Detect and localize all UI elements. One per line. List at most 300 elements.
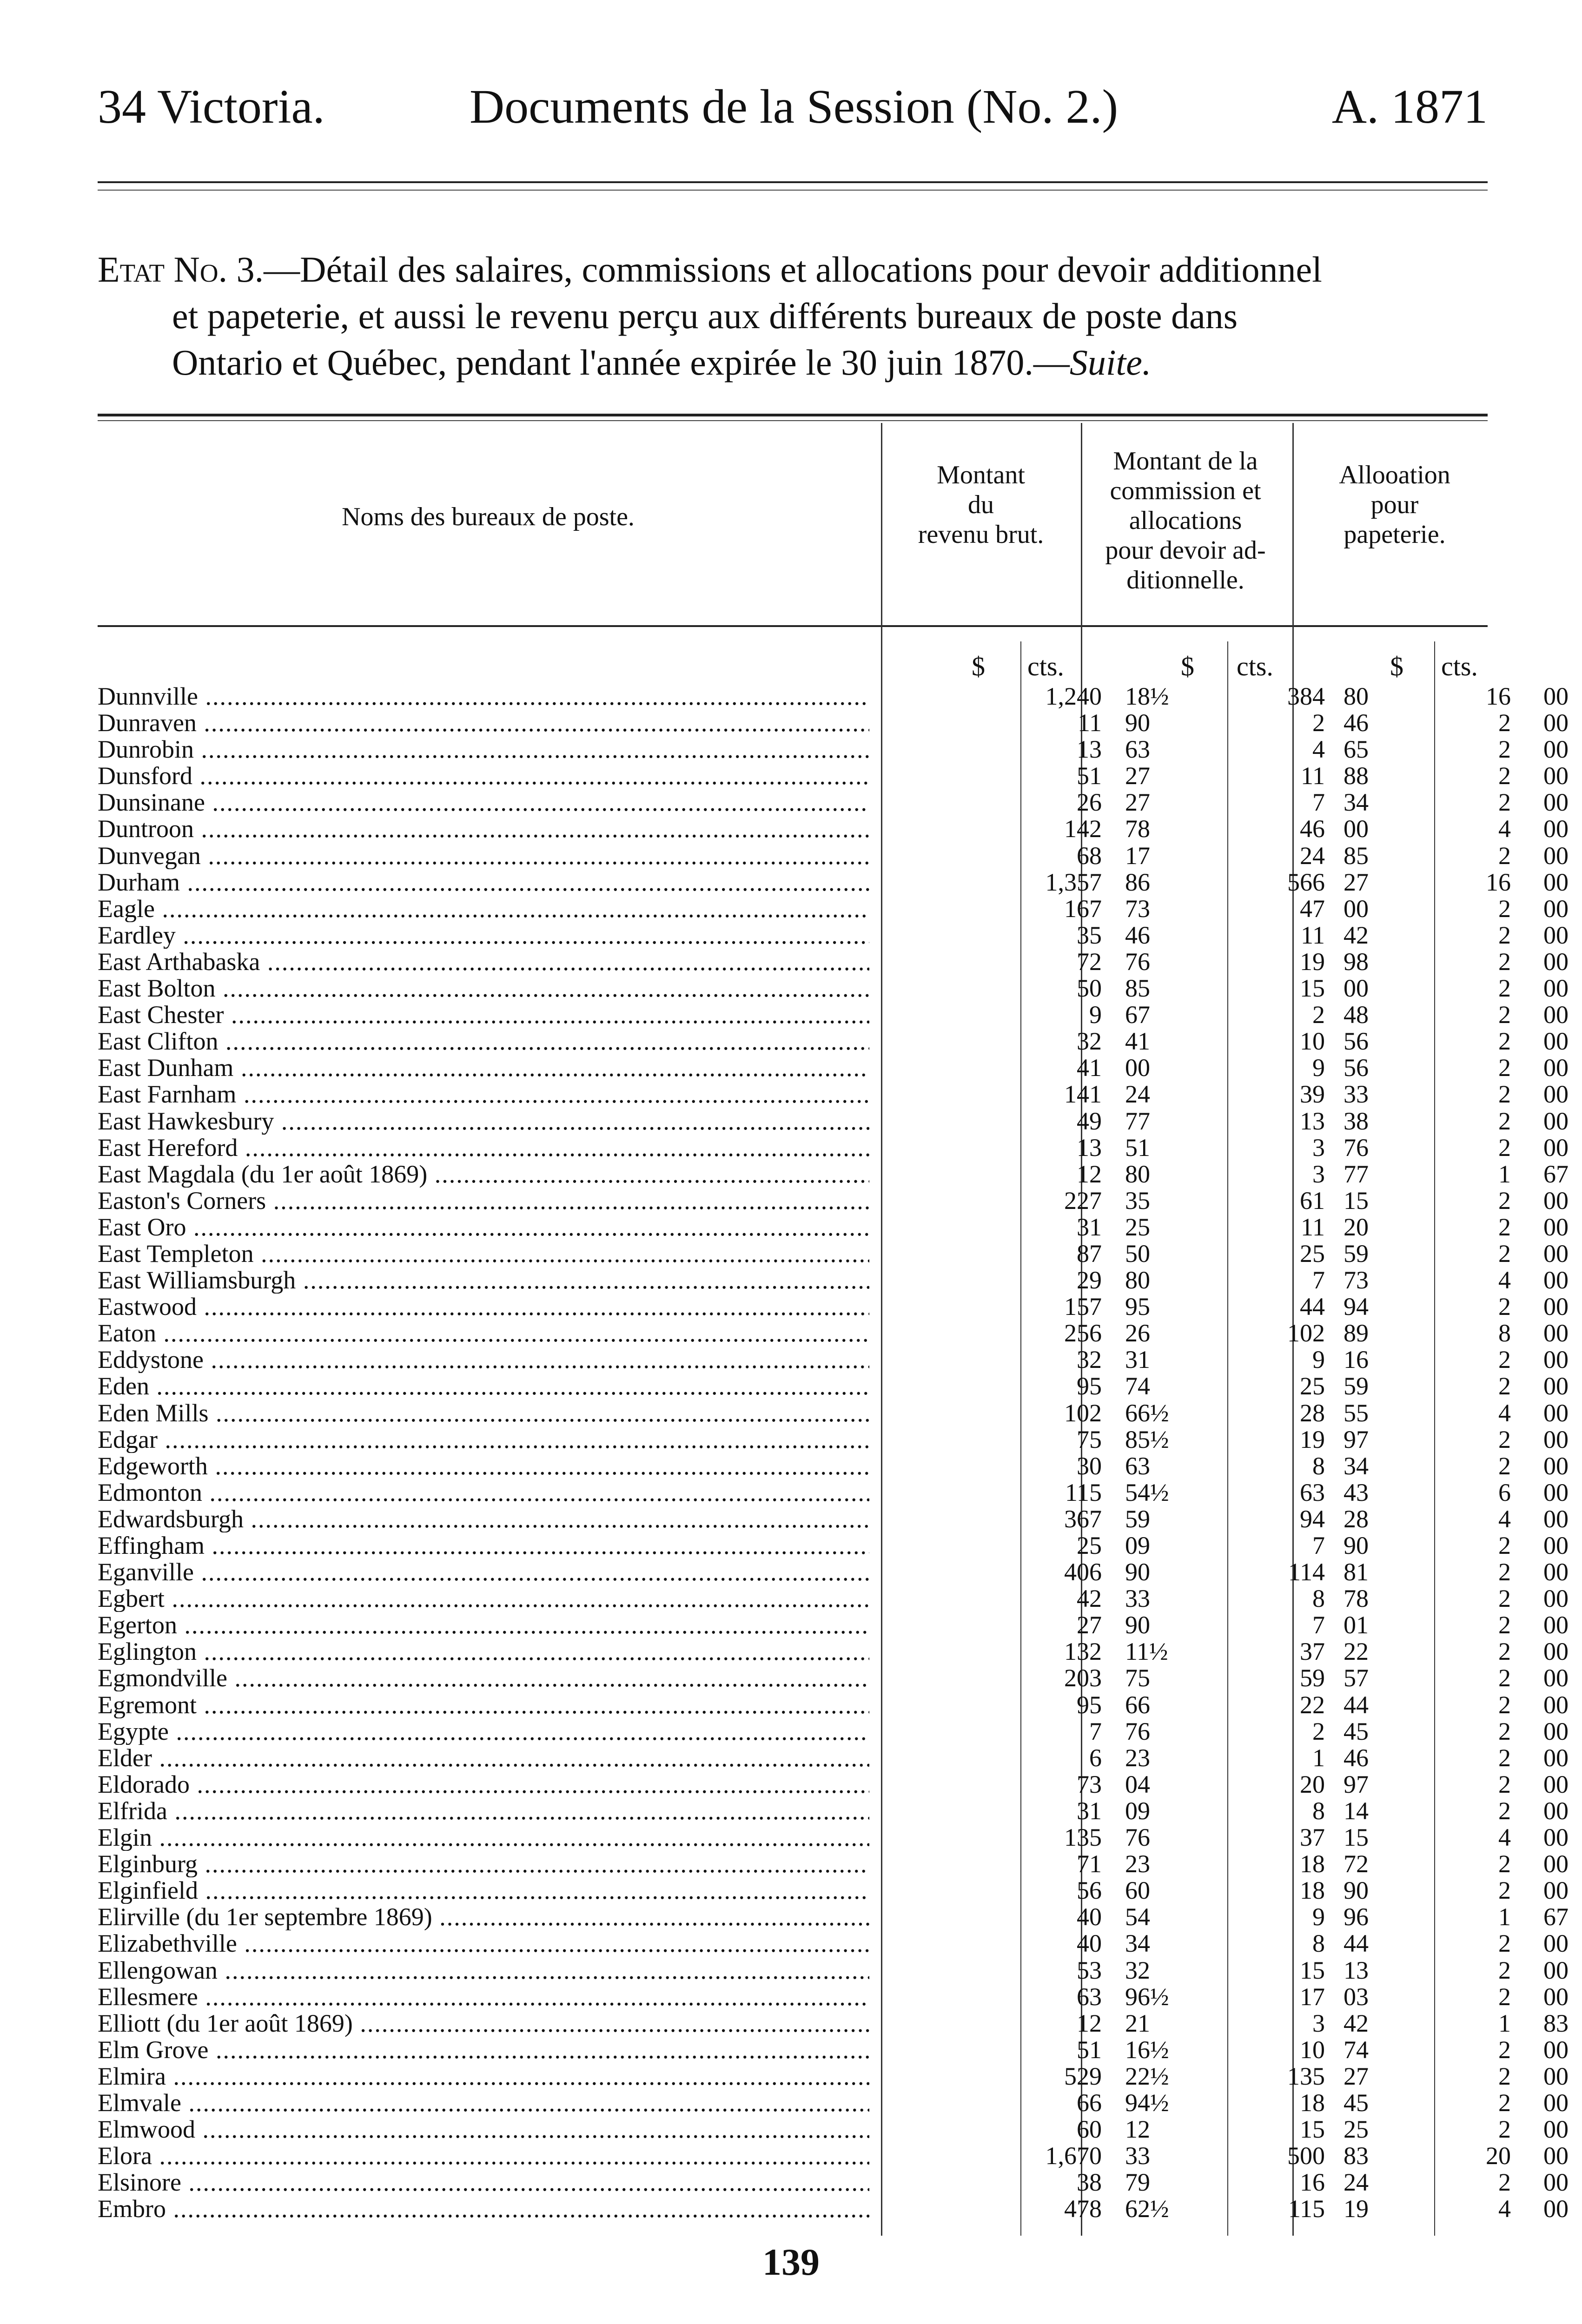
stationery-cents: 00: [1543, 1399, 1569, 1427]
table-row: [98, 1001, 1569, 1029]
header-rule: [98, 181, 1488, 183]
table-row: [98, 1266, 1569, 1294]
commission-cents: 89: [1344, 1319, 1369, 1347]
stationery-dollars: 1: [1498, 1903, 1511, 1931]
stationery-dollars: 2: [1498, 1293, 1511, 1321]
table-row: [98, 2195, 1569, 2223]
revenue-cents: 85½: [1125, 1425, 1169, 1453]
table-row: [98, 1611, 1569, 1639]
office-name: Dunraven .....: [98, 710, 869, 736]
office-name: East Bolton .....: [98, 975, 869, 1002]
commission-dollars: 25: [1300, 1372, 1325, 1400]
revenue-dollars: 256: [1064, 1319, 1102, 1347]
revenue-cents: 46: [1125, 921, 1150, 949]
revenue-dollars: 167: [1064, 894, 1102, 923]
table-row: [98, 1213, 1569, 1241]
stationery-dollars: 2: [1498, 974, 1511, 1003]
page-header: [98, 79, 1488, 153]
column-header-commission: [1083, 446, 1288, 595]
revenue-dollars: 71: [1077, 1850, 1102, 1878]
revenue-dollars: 31: [1077, 1213, 1102, 1241]
stationery-dollars: 2: [1498, 1080, 1511, 1109]
stationery-cents: 00: [1543, 2062, 1569, 2090]
stationery-dollar-unit: $: [1390, 651, 1403, 681]
revenue-dollars: 40: [1077, 1903, 1102, 1931]
revenue-dollars: 157: [1064, 1293, 1102, 1321]
commission-cents: 48: [1344, 1001, 1369, 1029]
table-row: [98, 2088, 1569, 2117]
table-row: [98, 1186, 1569, 1215]
stationery-cents: 00: [1543, 1319, 1569, 1347]
office-name: Edgar .....: [98, 1426, 869, 1453]
stationery-cents: 00: [1543, 1478, 1569, 1506]
revenue-cents: 25: [1125, 1213, 1150, 1241]
stationery-dollars: 1: [1498, 1160, 1511, 1188]
office-name: East Templeton .....: [98, 1241, 869, 1267]
commission-cents: 80: [1344, 682, 1369, 710]
stationery-dollars: 2: [1498, 1770, 1511, 1798]
stationery-dollars: 4: [1498, 1399, 1511, 1427]
office-name: East Magdala (du 1er août 1869) .....: [98, 1161, 869, 1188]
stationery-cents: 00: [1543, 1372, 1569, 1400]
stationery-cents: 00: [1543, 1532, 1569, 1559]
commission-dollars: 28: [1300, 1399, 1325, 1427]
stationery-cents: 00: [1543, 1186, 1569, 1215]
revenue-dollars: 72: [1077, 947, 1102, 976]
commission-dollars: 37: [1300, 1823, 1325, 1852]
table-row: [98, 682, 1569, 710]
table-row: [98, 1690, 1569, 1719]
revenue-dollars: 9: [1089, 1001, 1102, 1029]
commission-cents: 76: [1344, 1133, 1369, 1162]
office-name: East Dunham .....: [98, 1055, 869, 1081]
stationery-dollars: 2: [1498, 1346, 1511, 1374]
office-name: Eganville .....: [98, 1559, 869, 1585]
stationery-cents: 00: [1543, 1213, 1569, 1241]
revenue-dollars: 115: [1065, 1478, 1102, 1506]
title-line-1: —Détail des salaires, commissions et allocations pour devoir additionnel: [264, 249, 1322, 290]
revenue-dollars: 40: [1077, 1929, 1102, 1958]
stationery-dollars: 2: [1498, 1876, 1511, 1905]
stationery-header-line: Allooation: [1339, 461, 1450, 489]
office-name: Embro .....: [98, 2196, 869, 2222]
revenue-cents: 50: [1125, 1239, 1150, 1268]
commission-dollars: 18: [1300, 2088, 1325, 2117]
header-year: A. 1871: [1331, 80, 1488, 133]
revenue-cents: 33: [1125, 2142, 1150, 2170]
commission-dollars: 44: [1300, 1293, 1325, 1321]
commission-cents: 45: [1344, 1717, 1369, 1745]
stationery-dollars: 2: [1498, 709, 1511, 737]
revenue-dollars: 142: [1064, 815, 1102, 843]
stationery-cents: 00: [1543, 2195, 1569, 2223]
revenue-cents: 75: [1125, 1664, 1150, 1692]
revenue-cents: 04: [1125, 1770, 1150, 1798]
commission-cents: 94: [1344, 1293, 1369, 1321]
commission-header-line: commission et: [1110, 476, 1261, 505]
commission-cents: 43: [1344, 1478, 1369, 1506]
stationery-dollars: 2: [1498, 1690, 1511, 1719]
stationery-header-line: papeterie.: [1344, 520, 1446, 549]
stationery-dollars: 2: [1498, 1796, 1511, 1825]
title-line-3: Ontario et Québec, pendant l'année expirée le 30 juin 1870.—: [172, 342, 1070, 383]
revenue-dollars: 1,357: [1045, 868, 1102, 896]
stationery-dollars: 2: [1498, 841, 1511, 870]
commission-dollars: 500: [1287, 2142, 1325, 2170]
revenue-cents: 67: [1125, 1001, 1150, 1029]
revenue-cents: 95: [1125, 1293, 1150, 1321]
stationery-dollars: 2: [1498, 1558, 1511, 1586]
stationery-dollars: 2: [1498, 2035, 1511, 2064]
office-name: Eddystone .....: [98, 1347, 869, 1373]
stationery-cents: 00: [1543, 1929, 1569, 1958]
stationery-cents: 00: [1543, 1743, 1569, 1772]
revenue-cents: 23: [1125, 1743, 1150, 1772]
revenue-cents: 51: [1125, 1133, 1150, 1162]
office-name: Egypte .....: [98, 1718, 869, 1745]
commission-cents: 85: [1344, 841, 1369, 870]
stationery-dollars: 2: [1498, 762, 1511, 790]
stationery-dollars: 2: [1498, 1001, 1511, 1029]
office-name: Elm Grove .....: [98, 2037, 869, 2063]
stationery-cents: 00: [1543, 1452, 1569, 1480]
commission-dollars: 2: [1312, 1001, 1325, 1029]
stationery-cents: 00: [1543, 1664, 1569, 1692]
revenue-cents: 76: [1125, 1717, 1150, 1745]
stationery-dollars: 2: [1498, 1611, 1511, 1639]
commission-cents: 01: [1344, 1611, 1369, 1639]
revenue-cents: 31: [1125, 1346, 1150, 1374]
stationery-dollars: 2: [1498, 1664, 1511, 1692]
stationery-cents: 67: [1543, 1160, 1569, 1188]
stationery-dollars: 2: [1498, 1717, 1511, 1745]
table-row: [98, 2009, 1569, 2037]
commission-dollars: 18: [1300, 1850, 1325, 1878]
header-document-title: Documents de la Session (No. 2.): [470, 80, 1119, 133]
stationery-dollars: 2: [1498, 1213, 1511, 1241]
commission-cents: 42: [1344, 921, 1369, 949]
revenue-dollars: 68: [1077, 841, 1102, 870]
office-name: Elginburg .....: [98, 1851, 869, 1877]
stationery-dollars: 2: [1498, 1929, 1511, 1958]
revenue-dollars: 49: [1077, 1107, 1102, 1135]
commission-cents: 72: [1344, 1850, 1369, 1878]
commission-dollars: 47: [1300, 894, 1325, 923]
commission-dollars: 63: [1300, 1478, 1325, 1506]
revenue-cents: 77: [1125, 1107, 1150, 1135]
commission-header-line: ditionnelle.: [1126, 566, 1244, 594]
commission-dollars: 61: [1300, 1186, 1325, 1215]
office-name: Dunnville .....: [98, 683, 869, 710]
table-row: [98, 1850, 1569, 1878]
commission-cents: 15: [1344, 1823, 1369, 1852]
page-number: 139: [762, 2241, 820, 2283]
table-top-rule-thin: [98, 420, 1488, 421]
header-session-year: 34 Victoria.: [98, 80, 325, 133]
state-label: Etat No. 3.: [98, 249, 264, 290]
commission-dollars: 10: [1300, 2035, 1325, 2064]
table-row: [98, 1319, 1569, 1347]
table-row: [98, 1532, 1569, 1559]
revenue-cents: 80: [1125, 1160, 1150, 1188]
commission-cents: 65: [1344, 735, 1369, 764]
commission-dollars: 25: [1300, 1239, 1325, 1268]
stationery-dollars: 2: [1498, 2168, 1511, 2197]
office-name: Durham .....: [98, 869, 869, 896]
stationery-dollars: 2: [1498, 947, 1511, 976]
table-row: [98, 1903, 1569, 1931]
table-row: [98, 709, 1569, 737]
office-name: Eastwood .....: [98, 1294, 869, 1320]
stationery-cents: 00: [1543, 1876, 1569, 1905]
table-row: [98, 815, 1569, 843]
commission-cents: 20: [1344, 1213, 1369, 1241]
revenue-dollars: 87: [1077, 1239, 1102, 1268]
stationery-cents: 00: [1543, 1770, 1569, 1798]
revenue-cents: 85: [1125, 974, 1150, 1003]
stationery-cents: 00: [1543, 1505, 1569, 1533]
commission-dollars: 19: [1300, 1425, 1325, 1453]
office-name: Easton's Corners .....: [98, 1188, 869, 1214]
table-title: [98, 246, 1488, 386]
revenue-cents: 59: [1125, 1505, 1150, 1533]
table-row: [98, 1027, 1569, 1056]
table-row: [98, 841, 1569, 870]
stationery-cents: 00: [1543, 1585, 1569, 1613]
revenue-dollars: 32: [1077, 1027, 1102, 1056]
commission-dollars: 2: [1312, 1717, 1325, 1745]
office-name: East Clifton .....: [98, 1028, 869, 1055]
revenue-cents: 62½: [1125, 2195, 1169, 2223]
revenue-dollars: 75: [1077, 1425, 1102, 1453]
office-name: Elfrida .....: [98, 1798, 869, 1824]
commission-dollars: 7: [1312, 1611, 1325, 1639]
table-row: [98, 1664, 1569, 1692]
commission-cents: 22: [1344, 1637, 1369, 1666]
stationery-dollars: 2: [1498, 1107, 1511, 1135]
commission-dollars: 114: [1288, 1558, 1325, 1586]
revenue-cents: 35: [1125, 1186, 1150, 1215]
revenue-dollars: 30: [1077, 1452, 1102, 1480]
commission-cents: 57: [1344, 1664, 1369, 1692]
stationery-cents: 00: [1543, 1293, 1569, 1321]
revenue-dollars: 478: [1064, 2195, 1102, 2223]
table-row: [98, 762, 1569, 790]
column-header-name: Noms des bureaux de poste.: [342, 502, 635, 531]
commission-dollars: 16: [1300, 2168, 1325, 2197]
stationery-cents: 00: [1543, 868, 1569, 896]
stationery-dollars: 4: [1498, 2195, 1511, 2223]
stationery-cents: 00: [1543, 1956, 1569, 1984]
stationery-cents: 00: [1543, 2168, 1569, 2197]
stationery-cents: 00: [1543, 762, 1569, 790]
commission-dollars: 115: [1288, 2195, 1325, 2223]
table-row: [98, 974, 1569, 1003]
commission-cents: 73: [1344, 1266, 1369, 1294]
revenue-dollars: 31: [1077, 1796, 1102, 1825]
office-name: Egmondville .....: [98, 1665, 869, 1691]
commission-dollars: 9: [1312, 1346, 1325, 1374]
revenue-cents: 66½: [1125, 1399, 1169, 1427]
commission-cents-unit: cts.: [1237, 651, 1273, 681]
table-row: [98, 2062, 1569, 2090]
revenue-dollars: 32: [1077, 1346, 1102, 1374]
stationery-cents-unit: cts.: [1441, 651, 1478, 681]
column-header-rule: [98, 625, 1488, 627]
commission-dollars: 8: [1312, 1929, 1325, 1958]
office-name: Dunvegan .....: [98, 843, 869, 869]
commission-cents: 16: [1344, 1346, 1369, 1374]
commission-cents: 00: [1344, 974, 1369, 1003]
stationery-header-line: pour: [1370, 490, 1419, 519]
commission-dollar-unit: $: [1181, 651, 1194, 681]
revenue-dollars: 12: [1077, 2009, 1102, 2037]
stationery-dollars: 4: [1498, 1823, 1511, 1852]
stationery-dollars: 2: [1498, 1239, 1511, 1268]
stationery-cents: 00: [1543, 1239, 1569, 1268]
office-name: Elgin .....: [98, 1824, 869, 1851]
revenue-cents: 11½: [1125, 1637, 1168, 1666]
stationery-cents: 00: [1543, 1611, 1569, 1639]
stationery-dollars: 4: [1498, 815, 1511, 843]
commission-dollars: 11: [1301, 921, 1325, 949]
commission-dollars: 135: [1287, 2062, 1325, 2090]
office-name: Edgeworth .....: [98, 1453, 869, 1479]
table-row: [98, 1107, 1569, 1135]
office-name: Eardley .....: [98, 922, 869, 949]
revenue-cents: 41: [1125, 1027, 1150, 1056]
table-row: [98, 1876, 1569, 1905]
column-header-revenue: [883, 460, 1079, 549]
revenue-dollars: 25: [1077, 1532, 1102, 1559]
table-row: [98, 921, 1569, 949]
table-row: [98, 1585, 1569, 1613]
stationery-cents: 83: [1543, 2009, 1569, 2037]
revenue-cents: 23: [1125, 1850, 1150, 1878]
commission-dollars: 384: [1287, 682, 1325, 710]
table-row: [98, 1796, 1569, 1825]
commission-cents: 27: [1344, 2062, 1369, 2090]
commission-dollars: 18: [1300, 1876, 1325, 1905]
table-row: [98, 1425, 1569, 1453]
stationery-cents: 00: [1543, 1982, 1569, 2011]
commission-dollars: 4: [1312, 735, 1325, 764]
commission-cents: 00: [1344, 815, 1369, 843]
stationery-cents: 00: [1543, 894, 1569, 923]
office-name: Dunrobin .....: [98, 736, 869, 763]
commission-cents: 81: [1344, 1558, 1369, 1586]
stationery-cents: 00: [1543, 1717, 1569, 1745]
revenue-cents: 90: [1125, 1558, 1150, 1586]
commission-dollars: 10: [1300, 1027, 1325, 1056]
revenue-cents: 63: [1125, 1452, 1150, 1480]
commission-dollars: 37: [1300, 1637, 1325, 1666]
commission-dollars: 15: [1300, 1956, 1325, 1984]
office-name: East Oro .....: [98, 1214, 869, 1241]
commission-cents: 90: [1344, 1876, 1369, 1905]
revenue-dollars: 11: [1078, 709, 1102, 737]
commission-dollars: 566: [1287, 868, 1325, 896]
office-name: Ellengowan .....: [98, 1957, 869, 1984]
revenue-dollars: 29: [1077, 1266, 1102, 1294]
revenue-cents: 78: [1125, 815, 1150, 843]
office-name: Elora .....: [98, 2143, 869, 2169]
office-name: Elmwood .....: [98, 2116, 869, 2143]
commission-dollars: 17: [1300, 1982, 1325, 2011]
stationery-cents: 00: [1543, 1080, 1569, 1109]
commission-cents: 13: [1344, 1956, 1369, 1984]
title-suite: Suite.: [1069, 342, 1152, 383]
stationery-cents: 00: [1543, 1001, 1569, 1029]
table-row: [98, 1399, 1569, 1427]
revenue-cents: 60: [1125, 1876, 1150, 1905]
table-row: [98, 1770, 1569, 1798]
office-name: East Chester .....: [98, 1002, 869, 1028]
stationery-cents: 00: [1543, 974, 1569, 1003]
revenue-dollars: 63: [1077, 1982, 1102, 2011]
commission-dollars: 9: [1312, 1903, 1325, 1931]
table-row: [98, 788, 1569, 817]
commission-cents: 15: [1344, 1186, 1369, 1215]
commission-cents: 45: [1344, 2088, 1369, 2117]
office-name: Eldorado .....: [98, 1771, 869, 1798]
table-row: [98, 1505, 1569, 1533]
commission-cents: 97: [1344, 1770, 1369, 1798]
revenue-dollars: 26: [1077, 788, 1102, 817]
revenue-dollars: 13: [1077, 735, 1102, 764]
stationery-dollars: 2: [1498, 1637, 1511, 1666]
office-name: Effingham .....: [98, 1532, 869, 1559]
stationery-cents: 00: [1543, 921, 1569, 949]
commission-cents: 83: [1344, 2142, 1369, 2170]
commission-dollars: 8: [1312, 1452, 1325, 1480]
stationery-dollars: 2: [1498, 1133, 1511, 1162]
revenue-cents: 76: [1125, 947, 1150, 976]
stationery-dollars: 2: [1498, 1585, 1511, 1613]
table-row: [98, 894, 1569, 923]
revenue-dollars: 95: [1077, 1690, 1102, 1719]
office-name: Duntroon .....: [98, 816, 869, 842]
commission-cents: 33: [1344, 1080, 1369, 1109]
stationery-cents: 00: [1543, 1558, 1569, 1586]
revenue-dollars: 102: [1064, 1399, 1102, 1427]
stationery-dollars: 2: [1498, 788, 1511, 817]
table-row: [98, 1133, 1569, 1162]
commission-dollars: 1: [1312, 1743, 1325, 1772]
commission-cents: 78: [1344, 1585, 1369, 1613]
stationery-dollars: 2: [1498, 1054, 1511, 1082]
commission-dollars: 3: [1312, 2009, 1325, 2037]
office-name: Eagle .....: [98, 896, 869, 922]
office-name: East Arthabaska .....: [98, 949, 869, 975]
revenue-dollars: 95: [1077, 1372, 1102, 1400]
commission-dollars: 94: [1300, 1505, 1325, 1533]
commission-cents: 96: [1344, 1903, 1369, 1931]
table-row: [98, 1372, 1569, 1400]
revenue-dollars: 132: [1064, 1637, 1102, 1666]
stationery-cents: 00: [1543, 1346, 1569, 1374]
table-row: [98, 1743, 1569, 1772]
table-row: [98, 1160, 1569, 1188]
revenue-dollar-unit: $: [972, 651, 985, 681]
commission-dollars: 8: [1312, 1796, 1325, 1825]
revenue-cents: 17: [1125, 841, 1150, 870]
commission-dollars: 24: [1300, 841, 1325, 870]
commission-cents: 44: [1344, 1929, 1369, 1958]
table-row: [98, 1239, 1569, 1268]
commission-dollars: 7: [1312, 1532, 1325, 1559]
table-row: [98, 1717, 1569, 1745]
